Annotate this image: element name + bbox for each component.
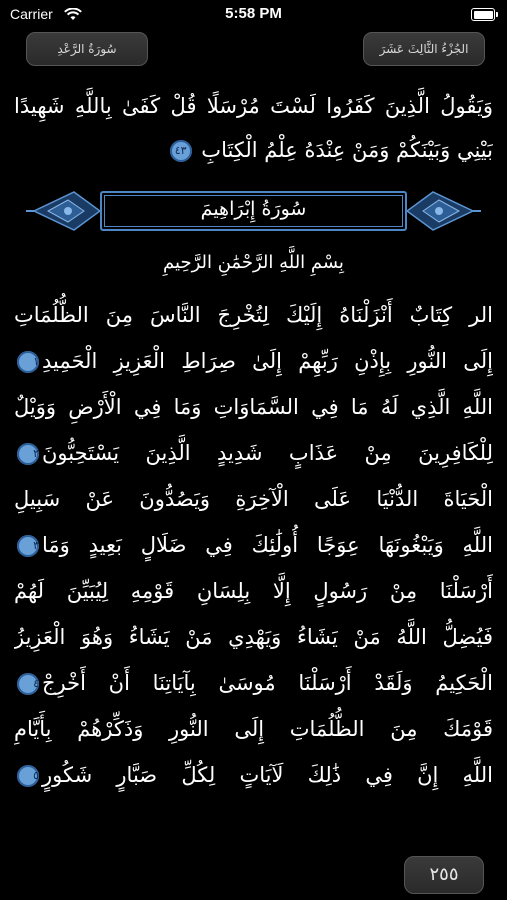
juz-button[interactable]: الجُزْءُ الثَّالِثَ عَشَرَ: [363, 32, 485, 66]
verse-text: الر كِتَابٌ أَنْزَلْنَاهُ إِلَيْكَ لِتُخْرِجَ النَّاسَ مِنَ الظُّلُمَاتِ: [14, 303, 493, 327]
verse-text: بَيْنِي وَبَيْنَكُمْ وَمَنْ عِنْدَهُ عِلْمُ الْكِتَابِ: [201, 138, 493, 162]
verse-line: [14, 476, 493, 522]
ayah-marker-icon: ٤: [17, 673, 39, 695]
carrier-label: Carrier: [10, 6, 53, 22]
verse-text: أَرْسَلْنَا مِنْ رَسُولٍ إِلَّا بِلِسَانِ قَوْمِهِ لِيُبَيِّنَ لَهُمْ: [14, 579, 493, 603]
ayah-marker-icon: ١: [17, 351, 39, 373]
status-bar: [0, 0, 507, 30]
verse-text: اللَّهِ وَيَبْغُونَهَا عِوَجًا أُولَٰئِكَ فِي ضَلَالٍ بَعِيدٍ وَمَا: [42, 533, 493, 557]
verse-line: [14, 338, 493, 384]
ayah-marker-icon: ٥: [17, 765, 39, 787]
verse-text: لِلْكَافِرِينَ مِنْ عَذَابٍ شَدِيدٍ الَّذِينَ يَسْتَحِبُّونَ: [42, 441, 493, 465]
page-number[interactable]: ٢٥٥: [404, 856, 484, 894]
verse-line: [14, 430, 493, 476]
previous-surah-button[interactable]: سُورَةُ الرَّعْدِ: [26, 32, 148, 66]
verse-text: اللَّهِ الَّذِي لَهُ مَا فِي السَّمَاوَاتِ وَمَا فِي الْأَرْضِ وَوَيْلٌ: [14, 395, 493, 419]
verse-text: الْحَكِيمُ وَلَقَدْ أَرْسَلْنَا مُوسَىٰ بِآيَاتِنَا أَنْ أَخْرِجْ: [42, 671, 493, 695]
ayah-marker-icon: ٤٣: [170, 140, 192, 162]
verse-line: [14, 706, 493, 752]
verse-line: [14, 522, 493, 568]
verse-text: اللَّهِ إِنَّ فِي ذَٰلِكَ لَآيَاتٍ لِكُلِّ صَبَّارٍ شَكُورٍ: [42, 763, 493, 787]
verse-line: [14, 614, 493, 660]
verse-line: [14, 752, 493, 798]
verse-text: فَيُضِلُّ اللَّهُ مَنْ يَشَاءُ وَيَهْدِي مَنْ يَشَاءُ وَهُوَ الْعَزِيزُ: [14, 625, 493, 649]
surah-title: سُورَةُ إِبْرَاهِيمَ: [200, 198, 307, 220]
verse-line: [14, 660, 493, 706]
verse-line: [14, 128, 493, 172]
ayah-marker-icon: ٢: [17, 443, 39, 465]
ayah-marker-icon: ٣: [17, 535, 39, 557]
verse-line: وَيَقُولُ الَّذِينَ كَفَرُوا لَسْتَ مُرْسَلًا قُلْ كَفَىٰ بِاللَّهِ شَهِيدًا: [14, 94, 493, 118]
verse-line: [14, 384, 493, 430]
ornament-right-icon: [407, 188, 483, 234]
verse-line: [14, 568, 493, 614]
previous-surah-verses: [14, 84, 493, 172]
verse-text: قَوْمَكَ مِنَ الظُّلُمَاتِ إِلَى النُّورِ وَذَكِّرْهُمْ بِأَيَّامِ: [14, 717, 493, 741]
clock: 5:58 PM: [225, 5, 282, 22]
verse-text: إِلَى النُّورِ بِإِذْنِ رَبِّهِمْ إِلَىٰ صِرَاطِ الْعَزِيزِ الْحَمِيدِ: [42, 349, 493, 373]
surah-verses: [14, 292, 493, 798]
surah-header-banner: [24, 188, 483, 234]
verse-line: [14, 292, 493, 338]
battery-icon: [471, 8, 495, 21]
basmala: بِسْمِ اللَّهِ الرَّحْمَٰنِ الرَّحِيمِ: [163, 252, 344, 273]
verse-text: الْحَيَاةَ الدُّنْيَا عَلَى الْآخِرَةِ وَيَصُدُّونَ عَنْ سَبِيلِ: [14, 487, 493, 511]
